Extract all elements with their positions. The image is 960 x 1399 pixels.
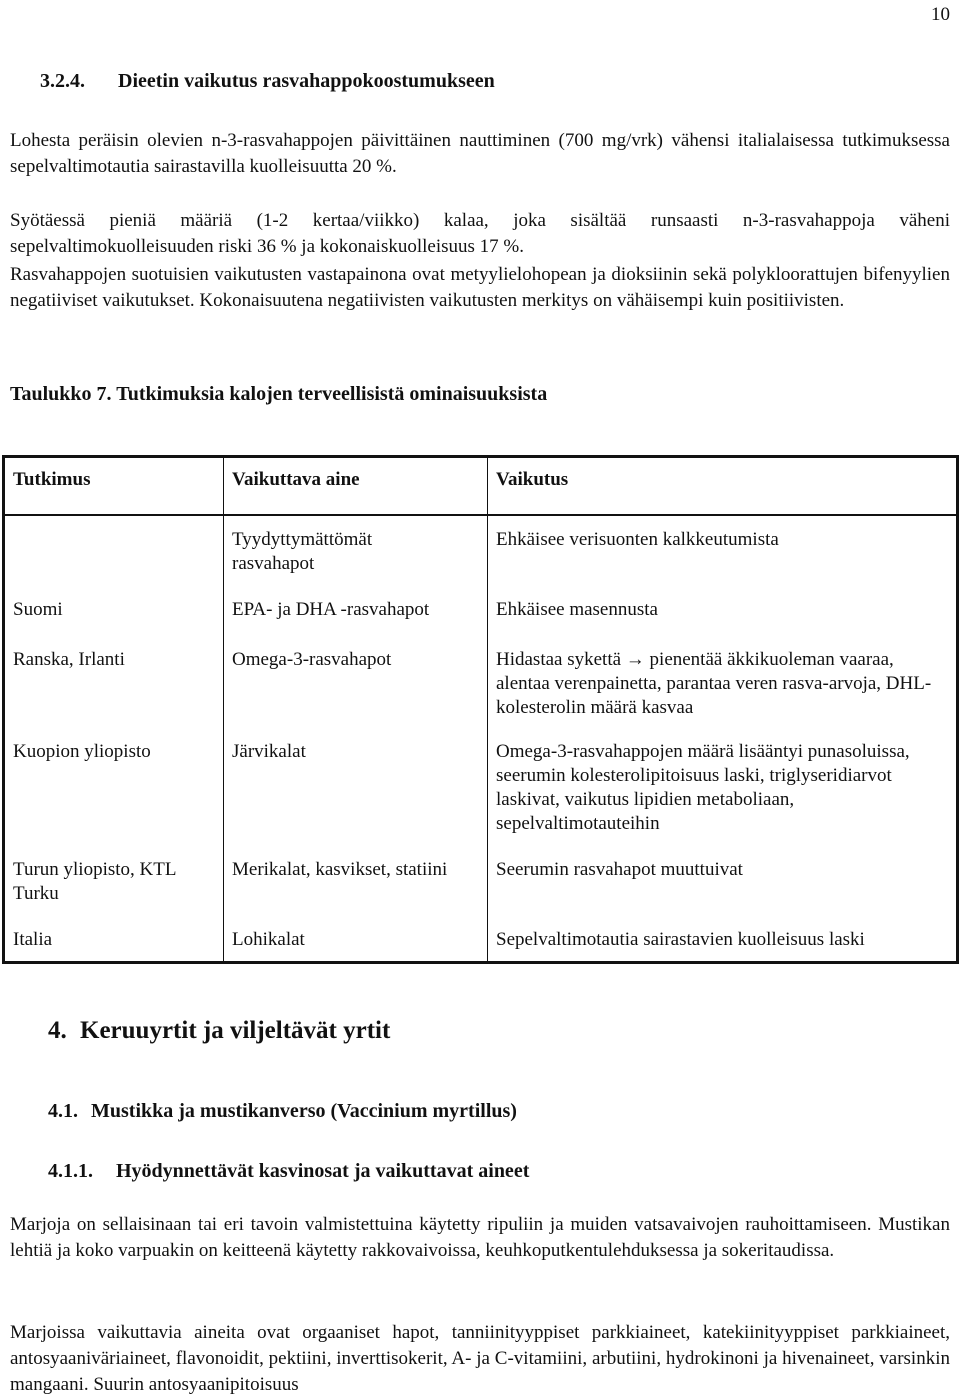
cell-agent: Merikalat, kasvikset, statiini xyxy=(224,846,488,916)
cell-agent-text: Tyydyttymättömät rasvahapot xyxy=(232,529,373,574)
cell-study: Italia xyxy=(4,916,224,962)
table-row xyxy=(4,515,958,586)
paragraph-salmon-study: Lohesta peräisin olevien n-3-rasvahappojen päivittäinen nauttiminen (700 mg/vrk) vähensi italialaisessa tutkimuksessa sepelvaltimotautia sairastavilla kuolleisuutta 20 %. xyxy=(10,130,950,177)
cell-agent xyxy=(224,515,488,586)
cell-effect: Seerumin rasvahapot muuttuivat xyxy=(488,846,958,916)
cell-effect: Ehkäisee masennusta xyxy=(488,586,958,632)
cell-effect: Sepelvaltimotautia sairastavien kuolleisuus laski xyxy=(488,916,958,962)
cell-effect xyxy=(488,728,958,846)
table-row xyxy=(4,586,958,632)
cell-effect: Ehkäisee verisuonten kalkkeutumista xyxy=(488,515,958,586)
table-row xyxy=(4,728,958,846)
cell-study-text: Turun yliopisto, KTL Turku xyxy=(13,859,176,904)
table-row xyxy=(4,916,958,962)
table-caption: Taulukko 7. Tutkimuksia kalojen terveellisistä ominaisuuksista xyxy=(10,383,548,405)
section-number: 4.1.1. xyxy=(48,1160,93,1182)
page-number: 10 xyxy=(931,4,950,25)
section-title: Dieetin vaikutus rasvahappokoostumukseen xyxy=(118,70,495,92)
table-header-row xyxy=(4,457,958,516)
paragraph-berry-compounds: Marjoissa vaikuttavia aineita ovat orgaaniset hapot, tanniinityyppiset parkkiaineet, katekiinityyppiset parkkiaineet, antosyaaniväriaineet, flavonoidit, pektiini, inverttisokerit, A- ja C-vitamiini, arbutiini, hydrokinoni ja hivenaineet, varsinkin mangaani. Suurin antosyaanipitoisuus xyxy=(10,1322,950,1395)
cell-agent: Lohikalat xyxy=(224,916,488,962)
paragraph-fish-intake: Syötäessä pieniä määriä (1-2 kertaa/viikko) kalaa, joka sisältää runsaasti n-3-rasvahappoja väheni sepelvaltimokuolleisuuden riski 36 % ja kokonaiskuolleisuus 17 %. xyxy=(10,210,950,257)
fish-studies-table xyxy=(2,455,959,964)
section-heading-4 xyxy=(48,1015,390,1047)
cell-effect-text: Hidastaa sykettä → pienentää äkkikuoleman vaaraa, alentaa verenpainetta, parantaa veren rasva-arvoja, DHL-kolesterolin määrä kasvaa xyxy=(496,649,932,718)
header-study: Tutkimus xyxy=(4,457,224,516)
section-number: 4. xyxy=(48,1017,67,1044)
table-row xyxy=(4,846,958,916)
section-title: Hyödynnettävät kasvinosat ja vaikuttavat aineet xyxy=(116,1160,530,1182)
header-effect: Vaikutus xyxy=(488,457,958,516)
paragraph-berry-uses: Marjoja on sellaisinaan tai eri tavoin valmistettuina käytetty ripuliin ja muiden vatsavaivojen rauhoittamiseen. Mustikan lehtiä ja koko varpuakin on keitteenä käytetty rakkovaivoissa, keuhkoputkentulehduksessa ja sokeritaudissa. xyxy=(10,1214,950,1261)
cell-study: Ranska, Irlanti xyxy=(4,632,224,728)
cell-agent: Järvikalat xyxy=(224,728,488,846)
cell-study xyxy=(4,515,224,586)
section-heading-3-2-4 xyxy=(40,68,495,94)
section-heading-4-1 xyxy=(48,1098,517,1124)
header-agent: Vaikuttava aine xyxy=(224,457,488,516)
cell-agent: EPA- ja DHA -rasvahapot xyxy=(224,586,488,632)
section-number: 3.2.4. xyxy=(40,70,85,92)
table-row xyxy=(4,632,958,728)
section-title: Mustikka ja mustikanverso (Vaccinium myrtillus) xyxy=(91,1100,517,1122)
cell-effect-text: Omega-3-rasvahappojen määrä lisääntyi punasoluissa, seerumin kolesterolipitoisuus laski, triglyseridiarvot laskivat, vaikutus lipidien metaboliaan, sepelvaltimotauteihin xyxy=(496,741,910,834)
paragraph-negative-effects: Rasvahappojen suotuisien vaikutusten vastapainona ovat metyylielohopean ja dioksiinin sekä polykloorattujen bifenyylien negatiiviset vaikutukset. Kokonaisuutena negatiivisten vaikutusten merkitys on vähäisempi kuin positiivisten. xyxy=(10,264,950,311)
cell-effect xyxy=(488,632,958,728)
cell-study: Kuopion yliopisto xyxy=(4,728,224,846)
section-heading-4-1-1 xyxy=(48,1158,529,1184)
section-number: 4.1. xyxy=(48,1100,78,1122)
cell-study xyxy=(4,846,224,916)
cell-agent: Omega-3-rasvahapot xyxy=(224,632,488,728)
section-title: Keruuyrtit ja viljeltävät yrtit xyxy=(80,1017,391,1044)
cell-study: Suomi xyxy=(4,586,224,632)
